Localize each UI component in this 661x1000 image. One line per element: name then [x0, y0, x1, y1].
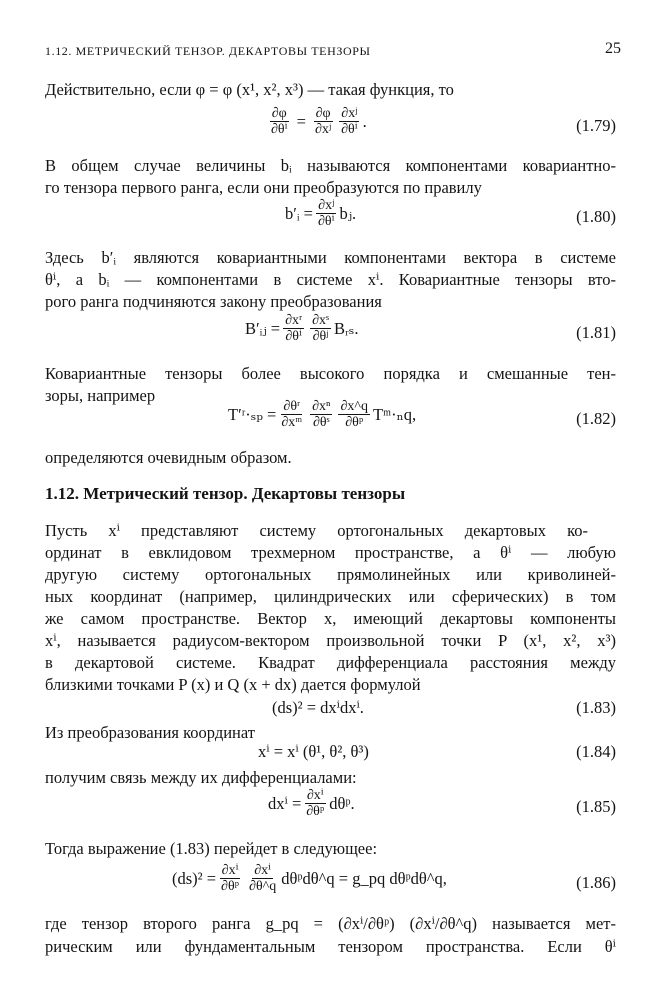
- running-header: [45, 40, 621, 64]
- text-line: рическим или фундаментальным тензором пространства. Если θⁱ: [45, 937, 616, 956]
- text-line: Ковариантные тензоры более высокого порядка и смешанные тен-: [45, 364, 616, 383]
- equation-number: (1.86): [576, 873, 616, 892]
- text-line: В общем случае величины bᵢ называются компонентами ковариантно-: [45, 156, 616, 175]
- equation-1-85: dxⁱ = $\frac{\text{∂xⁱ}}{\text{∂θᵖ}}$ dθᵖ.: [268, 788, 355, 820]
- text-line: xⁱ, называется радиусом-вектором произвольной точки P (x¹, x², x³): [45, 631, 616, 650]
- equation-1-84: xⁱ = xⁱ (θ¹, θ², θ³): [258, 742, 369, 761]
- equation-number: (1.79): [576, 116, 616, 135]
- equation-1-81: B′ᵢⱼ = $\frac{\text{∂xʳ}}{\text{∂θⁱ}}$ $\frac{\text{∂xˢ}}{\text{∂θʲ}}$ Bᵣₛ.: [245, 313, 359, 345]
- equation-1-82: T′ʳ·ₛₚ = $\frac{\text{∂θʳ}}{\text{∂xᵐ}}$ $\frac{\text{∂xⁿ}}{\text{∂θˢ}}$ $\frac{\partial x\^{}q}{\text{∂θᵖ}}$ Tᵐ·ₙq,: [228, 399, 417, 431]
- text-line: Действительно, если φ = φ (x¹, x², x³) — такая функция, то: [45, 80, 454, 99]
- text-line: же самом пространстве. Вектор x, имеющий декартовы компоненты: [45, 609, 616, 628]
- text-line: Пусть xⁱ представляют систему ортогональных декартовых ко-: [45, 521, 588, 540]
- text-line: другую систему ортогональных прямолинейных или криволиней-: [45, 565, 616, 584]
- text-line: зоры, например: [45, 386, 156, 405]
- equation-1-80: b′ᵢ = $\frac{\text{∂xʲ}}{\text{∂θⁱ}}$ bⱼ.: [285, 198, 357, 230]
- equation-number: (1.81): [576, 323, 616, 342]
- equation-number: (1.80): [576, 207, 616, 226]
- text-line: го тензора первого ранга, если они преобразуются по правилу: [45, 178, 482, 197]
- equation-1-83: (ds)² = dxⁱdxⁱ.: [272, 698, 364, 717]
- equation-1-86: (ds)² = $\frac{\text{∂xⁱ}}{\text{∂θᵖ}}$ $\frac{\text{∂xⁱ}}{\partial\theta\^{}q}$ dθᵖdθ^q = g_pq dθᵖdθ^q,: [172, 863, 447, 895]
- text-line: ординат в евклидовом трехмерном пространстве, а θⁱ — любую: [45, 543, 616, 562]
- text-line: θⁱ, а bᵢ — компонентами в системе xⁱ. Ковариантные тензоры вто-: [45, 270, 616, 289]
- section-heading: 1.12. Метрический тензор. Декартовы тензоры: [45, 484, 406, 503]
- text-line: ных координат (например, цилиндрических или сферических) в том: [45, 587, 616, 606]
- text-line: получим связь между их дифференциалами:: [45, 768, 357, 787]
- text-line: Тогда выражение (1.83) перейдет в следующее:: [45, 839, 378, 858]
- equation-1-79: $\frac{\partial\varphi}{\text{∂θⁱ}}$ = $\frac{\partial\varphi}{\text{∂xʲ}}$ $\frac{\text{∂xʲ}}{\text{∂θⁱ}}$ .: [271, 106, 367, 138]
- equation-number: (1.83): [576, 698, 616, 717]
- text-line: рого ранга подчиняются закону преобразования: [45, 292, 382, 311]
- text-line: в декартовой системе. Квадрат дифференциала расстояния между: [45, 653, 616, 672]
- equation-number: (1.82): [576, 409, 616, 428]
- text-line: где тензор второго ранга g_pq = (∂xⁱ/∂θᵖ) (∂xⁱ/∂θ^q) называется мет-: [45, 914, 616, 933]
- equation-number: (1.84): [576, 742, 616, 761]
- text-line: близкими точками P (x) и Q (x + dx) дается формулой: [45, 675, 421, 694]
- equation-number: (1.85): [576, 797, 616, 816]
- text-line: Из преобразования координат: [45, 723, 255, 742]
- text-line: Здесь b′ᵢ являются ковариантными компонентами вектора в системе: [45, 248, 616, 267]
- text-line: определяются очевидным образом.: [45, 448, 292, 467]
- page-number: 25: [605, 40, 621, 57]
- running-title: 1.12. МЕТРИЧЕСКИЙ ТЕНЗОР. ДЕКАРТОВЫ ТЕНЗОРЫ: [45, 44, 371, 58]
